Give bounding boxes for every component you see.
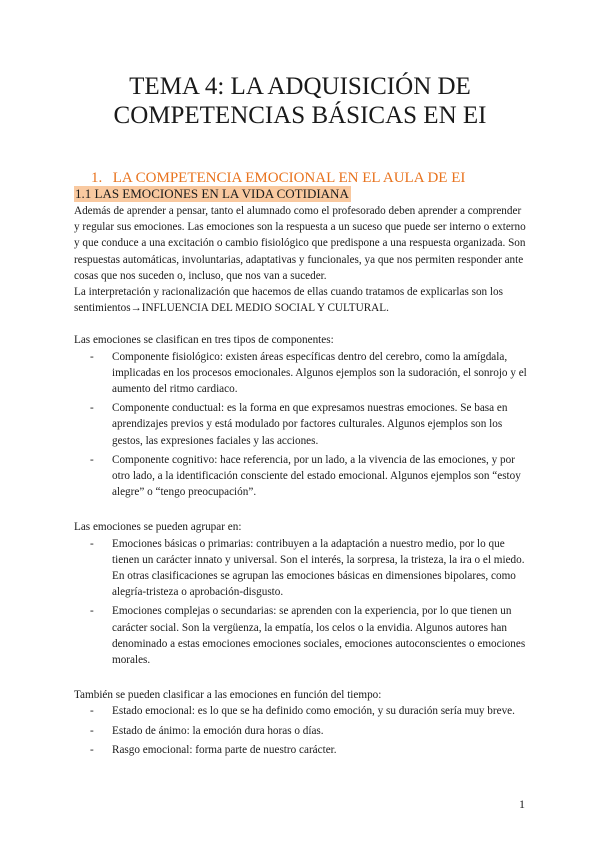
title-line-2: COMPETENCIAS BÁSICAS EN EI [113,102,487,129]
bullet-dash: - [90,453,94,466]
intro-paragraph-1: Además de aprender a pensar, tanto el alumnado como el profesorado deben aprender a comprender y regular sus emociones. Las emociones son la respuesta a un suceso que puede ser interno o externo y que conduce a una excitación o cambio fisiológico que predispone a una respuesta organizada. Son respuestas automáticas, involuntarias, adaptativas y funcionales, ya que nos permiten responder ante cosas que nos suceden o, incluso, que nos van a suceder. [74,205,526,282]
bullet-dash: - [90,724,94,737]
section-number: 1. [91,170,103,186]
components-list [74,349,528,501]
intro-paragraph-2: La interpretación y racionalización que hacemos de ellas cuando tratamos de explicarlas son los sentimientos→INFLUENCIA DEL MEDIO SOCIAL Y CULTURAL. [74,286,503,315]
bullet-dash: - [90,402,94,415]
list-item: - Componente cognitivo: hace referencia, por un lado, a la vivencia de las emociones, y por otro lado, a la identificación consciente del estado emocional. Algunos ejemplos son “estoy alegre” o “tengo preocupación”. [90,453,521,499]
list-item: - Emociones complejas o secundarias: se aprenden con la experiencia, por lo que tienen un carácter social. Son la vergüenza, la empatía, los celos o la envidia. Algunos autores han denominado a estas emociones emociones sociales, emociones autoconscientes o emociones morales. [90,605,526,667]
list-item: - Emociones básicas o primarias: contribuyen a la adaptación a nuestro medio, por lo que tienen un carácter innato y universal. Son el interés, la sorpresa, la tristeza, la ira o el miedo. En otras clasificaciones se agrupan las emociones básicas en dimensiones bipolares, como alegría-tristeza o aprobación-disgusto. [90,537,525,599]
list-item: - Componente fisiológico: existen áreas específicas dentro del cerebro, como la amígdala, implicadas en los procesos emocionales. Algunos ejemplos son la sudoración, el sonrojo y el aumento del ritmo cardiaco. [90,350,527,396]
list-item: - Rasgo emocional: forma parte de nuestro carácter. [74,742,528,758]
groups-lead: Las emociones se pueden agrupar en: [74,521,242,534]
bullet-dash: - [90,743,94,756]
list-item: - Estado de ánimo: la emoción dura horas o días. [74,723,528,739]
title-line-1: TEMA 4: LA ADQUISICIÓN DE [129,73,471,100]
components-lead: Las emociones se clasifican en tres tipos de componentes: [74,334,334,347]
section-heading [91,170,465,187]
bullet-dash: - [90,350,94,363]
bullet-dash: - [90,705,94,718]
list-item: - Estado emocional: es lo que se ha definido como emoción, y su duración sería muy breve. [74,703,528,719]
groups-list [74,536,528,669]
bullet-dash: - [90,605,94,618]
body-text [74,203,528,761]
time-list [74,703,528,758]
section-title: LA COMPETENCIA EMOCIONAL EN EL AULA DE EI [112,170,466,186]
page-number: 1 [519,797,525,811]
time-lead: También se pueden clasificar a las emociones en función del tiempo: [74,689,382,702]
list-item: - Componente conductual: es la forma en que expresamos nuestras emociones. Se basa en aprendizajes previos y está modulado por factores culturales. Algunos ejemplos son los gestos, las expresiones faciales y las acciones. [90,402,508,447]
subsection-heading: 1.1 LAS EMOCIONES EN LA VIDA COTIDIANA [75,186,349,201]
document-title [0,72,600,130]
bullet-dash: - [90,537,94,550]
